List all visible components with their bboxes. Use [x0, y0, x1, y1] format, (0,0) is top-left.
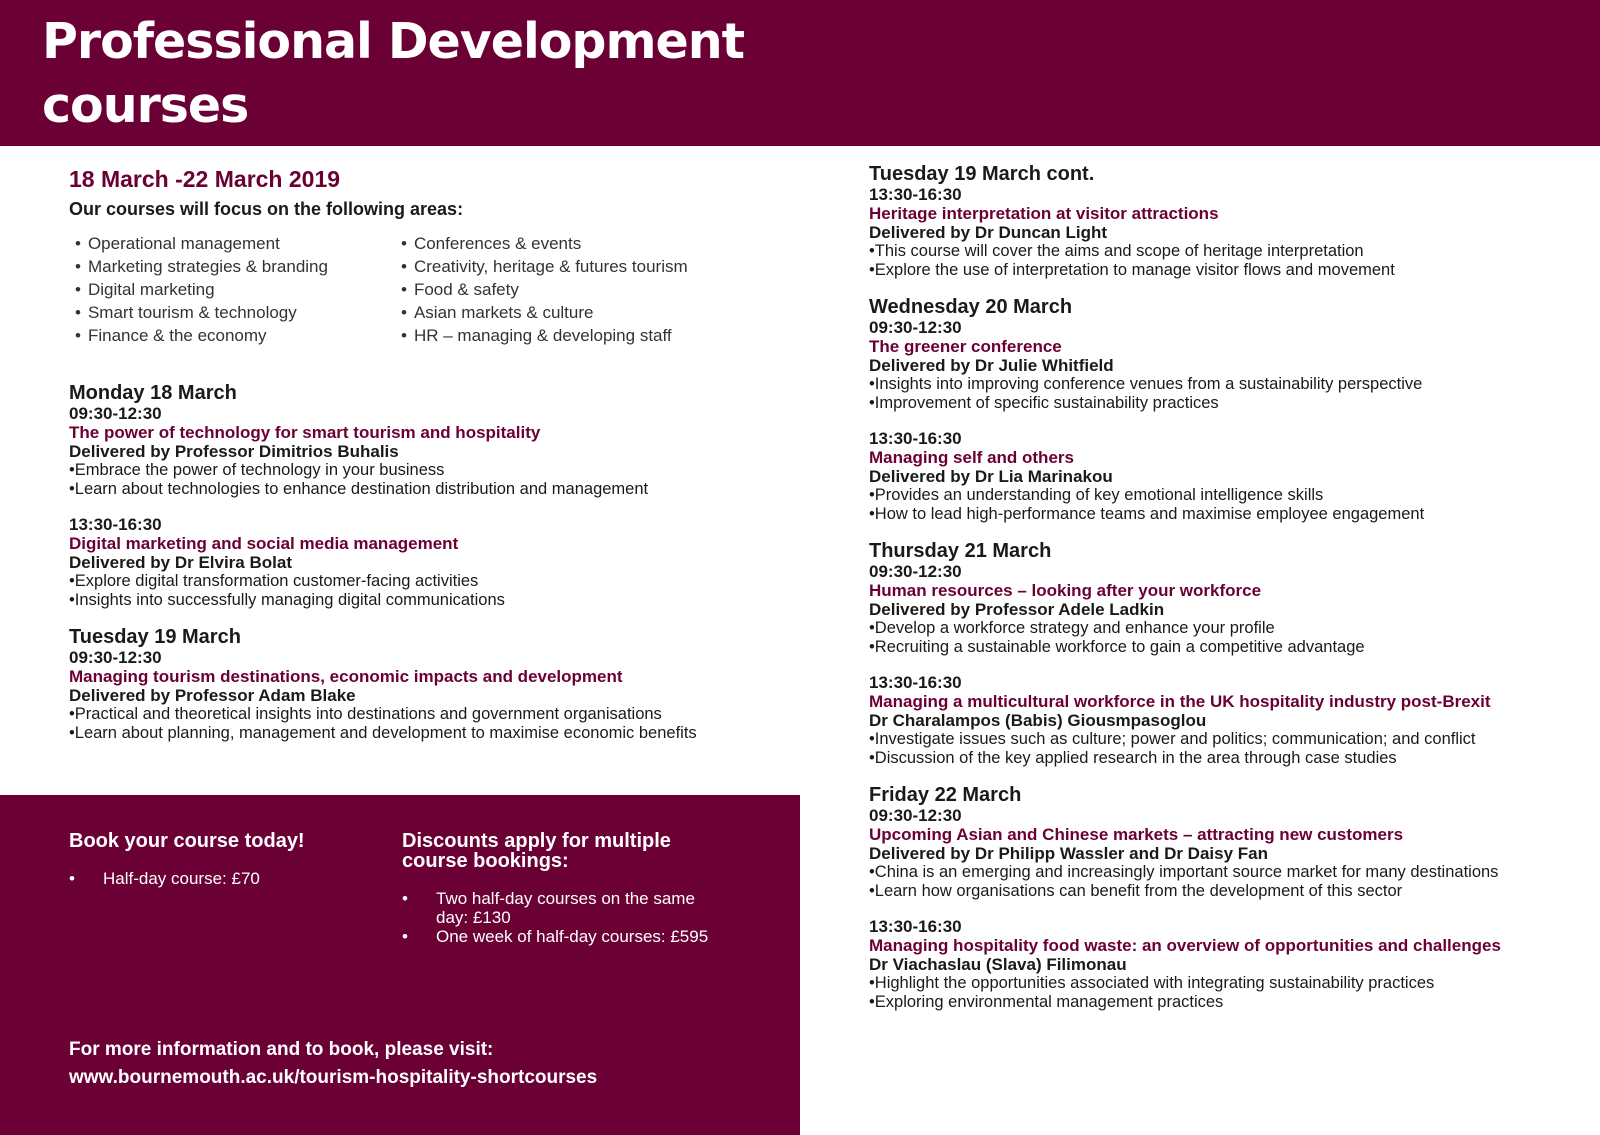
session-point: • Explore the use of interpretation to manage visitor flows and movement — [869, 261, 1569, 280]
session-title: Upcoming Asian and Chinese markets – attracting new customers — [869, 825, 1404, 844]
discount-heading: Discounts apply for multiple course bookings: — [402, 830, 671, 872]
booking-panel — [0, 795, 800, 1135]
session-point: • Explore digital transformation customer-facing activities — [69, 572, 789, 591]
friday-block — [869, 784, 1569, 1012]
session-presenter: Delivered by Dr Lia Marinakou — [869, 467, 1113, 486]
session-point: • Insights into improving conference venues from a sustainability perspective — [869, 375, 1569, 394]
session-point: • Insights into successfully managing digital communications — [69, 591, 789, 610]
session-time: 09:30-12:30 — [869, 318, 962, 337]
session-presenter: Dr Charalampos (Babis) Giousmpasoglou — [869, 711, 1207, 730]
session-title: Managing tourism destinations, economic impacts and development — [69, 667, 623, 686]
day-heading: Wednesday 20 March — [869, 296, 1073, 318]
session — [69, 404, 789, 499]
session-presenter: Delivered by Dr Duncan Light — [869, 223, 1108, 242]
tuesday-cont-block — [869, 163, 1569, 280]
session — [869, 673, 1569, 768]
session-point: • Investigate issues such as culture; power and politics; communication; and conflict — [869, 730, 1569, 749]
focus-area-item: • Digital marketing — [75, 278, 328, 301]
session-title: Managing hospitality food waste: an overview of opportunities and challenges — [869, 936, 1501, 955]
focus-area-item: • Food & safety — [401, 278, 688, 301]
session-time: 09:30-12:30 — [869, 806, 962, 825]
booking-heading: Book your course today! — [69, 830, 305, 852]
session — [869, 185, 1569, 280]
focus-area-item: • HR – managing & developing staff — [401, 324, 688, 347]
session-point: • Provides an understanding of key emotional intelligence skills — [869, 486, 1569, 505]
discount-list — [402, 889, 722, 946]
booking-prices — [69, 831, 305, 888]
session-time: 13:30-16:30 — [869, 185, 962, 204]
focus-area-item: • Creativity, heritage & futures tourism — [401, 255, 688, 278]
more-info — [69, 1036, 597, 1092]
session — [69, 515, 789, 610]
tuesday-block — [69, 626, 789, 743]
session-point: • Develop a workforce strategy and enhance your profile — [869, 619, 1569, 638]
session-time: 09:30-12:30 — [69, 648, 162, 667]
focus-areas — [69, 232, 789, 352]
day-heading: Friday 22 March — [869, 784, 1022, 806]
thursday-block — [869, 540, 1569, 768]
day-heading: Monday 18 March — [69, 382, 237, 404]
session-time: 09:30-12:30 — [69, 404, 162, 423]
date-range: 18 March -22 March 2019 — [69, 166, 341, 192]
session-title: The greener conference — [869, 337, 1062, 356]
focus-area-item: • Operational management — [75, 232, 328, 255]
focus-area-item: • Conferences & events — [401, 232, 688, 255]
session — [869, 429, 1569, 524]
session-time: 13:30-16:30 — [869, 429, 962, 448]
left-column — [69, 166, 789, 743]
day-heading: Thursday 21 March — [869, 540, 1052, 562]
discount-item: • Two half-day courses on the same day: £130 — [402, 889, 722, 927]
session-point: • Discussion of the key applied research in the area through case studies — [869, 749, 1569, 768]
session-presenter: Delivered by Professor Dimitrios Buhalis — [69, 442, 399, 461]
session-time: 13:30-16:30 — [869, 673, 962, 692]
session-point: • China is an emerging and increasingly important source market for many destinations — [869, 863, 1569, 882]
session-time: 09:30-12:30 — [869, 562, 962, 581]
price-item: • Half-day course: £70 — [69, 869, 305, 888]
session — [869, 562, 1569, 657]
session-point: • Recruiting a sustainable workforce to gain a competitive advantage — [869, 638, 1569, 657]
session-title: Managing a multicultural workforce in the UK hospitality industry post-Brexit — [869, 692, 1491, 711]
focus-area-item: • Asian markets & culture — [401, 301, 688, 324]
session-presenter: Delivered by Dr Julie Whitfield — [869, 356, 1114, 375]
session-presenter: Delivered by Professor Adele Ladkin — [869, 600, 1165, 619]
session-time: 13:30-16:30 — [869, 917, 962, 936]
session-title: Human resources – looking after your workforce — [869, 581, 1262, 600]
right-column — [869, 163, 1569, 1012]
focus-area-item: • Finance & the economy — [75, 324, 328, 347]
session-time: 13:30-16:30 — [69, 515, 162, 534]
focus-areas-col1 — [75, 232, 328, 347]
header-banner — [0, 0, 1600, 146]
session-title: Digital marketing and social media management — [69, 534, 459, 553]
page-title-line1: Professional Development — [42, 13, 745, 70]
wednesday-block — [869, 296, 1569, 524]
more-info-text: For more information and to book, please visit: — [69, 1039, 494, 1060]
booking-url[interactable]: www.bournemouth.ac.uk/tourism-hospitality-shortcourses — [69, 1067, 598, 1088]
session-title: Managing self and others — [869, 448, 1074, 467]
session-point: • Learn how organisations can benefit from the development of this sector — [869, 882, 1569, 901]
booking-discounts — [402, 831, 722, 946]
focus-area-item: • Marketing strategies & branding — [75, 255, 328, 278]
session — [69, 648, 789, 743]
day-heading: Tuesday 19 March cont. — [869, 163, 1095, 185]
monday-block — [69, 382, 789, 610]
session-point: • Exploring environmental management practices — [869, 993, 1569, 1012]
session-presenter: Delivered by Professor Adam Blake — [69, 686, 356, 705]
session — [869, 318, 1569, 413]
session-presenter: Delivered by Dr Elvira Bolat — [69, 553, 292, 572]
focus-area-item: • Smart tourism & technology — [75, 301, 328, 324]
focus-areas-col2 — [401, 232, 688, 347]
day-heading: Tuesday 19 March — [69, 626, 241, 648]
session-point: • Embrace the power of technology in your business — [69, 461, 789, 480]
session-point: • Practical and theoretical insights into destinations and government organisations — [69, 705, 789, 724]
session-title: The power of technology for smart tourism and hospitality — [69, 423, 541, 442]
focus-heading: Our courses will focus on the following areas: — [69, 199, 464, 219]
session-title: Heritage interpretation at visitor attractions — [869, 204, 1219, 223]
session-presenter: Delivered by Dr Philipp Wassler and Dr Daisy Fan — [869, 844, 1268, 863]
session-point: • Learn about planning, management and development to maximise economic benefits — [69, 724, 789, 743]
session-point: • Highlight the opportunities associated with integrating sustainability practices — [869, 974, 1569, 993]
session-point: • This course will cover the aims and scope of heritage interpretation — [869, 242, 1569, 261]
page-title — [42, 10, 744, 138]
session-presenter: Dr Viachaslau (Slava) Filimonau — [869, 955, 1127, 974]
discount-item: • One week of half-day courses: £595 — [402, 927, 722, 946]
session-point: • Learn about technologies to enhance destination distribution and management — [69, 480, 789, 499]
booking-price-list — [69, 869, 305, 888]
session-point: • Improvement of specific sustainability practices — [869, 394, 1569, 413]
page-title-line2: courses — [42, 77, 249, 134]
session-point: • How to lead high-performance teams and maximise employee engagement — [869, 505, 1569, 524]
session — [869, 806, 1569, 901]
session — [869, 917, 1569, 1012]
